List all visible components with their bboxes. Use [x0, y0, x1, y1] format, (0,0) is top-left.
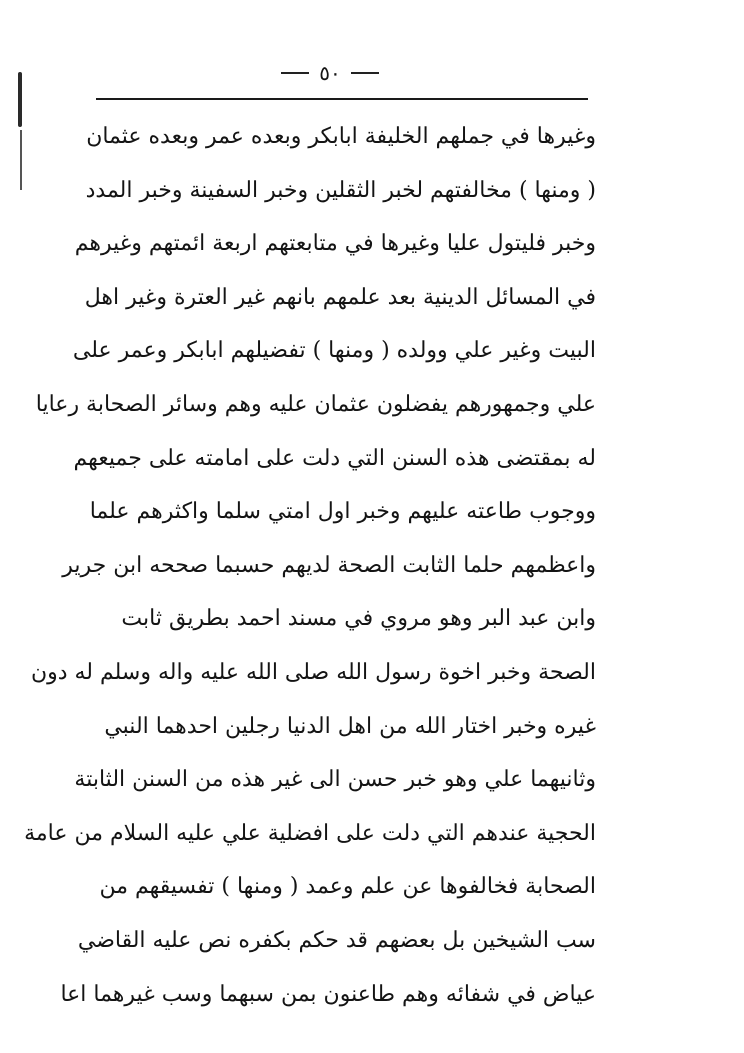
text-line: ووجوب طاعته عليهم وخبر اول امتي سلما واكثرهم علما: [89, 499, 596, 525]
text-line: وخبر فليتول عليا وغيرها في متابعتهم اربعة ائمتهم وغيرهم: [74, 231, 596, 257]
text-line: في المسائل الدينية بعد علمهم بانهم غير العترة وغير اهل: [84, 284, 596, 310]
text-line: له بمقتضى هذه السنن التي دلت على امامته على جميعهم: [73, 445, 596, 471]
text-line: واعظمهم حلما الثابت الصحة لديهم حسبما صححه ابن جرير: [62, 552, 596, 578]
text-line: الصحة وخبر اخوة رسول الله صلى الله عليه واله وسلم له دون: [30, 659, 596, 685]
text-line: البيت وغير علي وولده ( ومنها ) تفضيلهم ابابكر وعمر على: [72, 338, 596, 364]
header-dash-right: [351, 72, 379, 74]
text-line: وثانيهما علي وهو خبر حسن الى غير هذه من السنن الثابتة: [74, 767, 596, 793]
text-line: علي وجمهورهم يفضلون عثمان عليه وهم وسائر الصحابة رعايا: [35, 391, 596, 417]
binding-edge-shadow: [20, 130, 22, 190]
body-text: [24, 110, 596, 1021]
text-line: غيره وخبر اختار الله من اهل الدنيا رجلين احدهما النبي: [104, 713, 596, 739]
header-dash-left: [281, 72, 309, 74]
text-line: عياض في شفائه وهم طاعنون بمن سبهما وسب غيرهما اعا: [60, 981, 596, 1007]
text-line: وابن عبد البر وهو مروي في مسند احمد بطريق ثابت: [121, 606, 596, 632]
binding-edge-mark: [18, 72, 22, 127]
page-number: ٥٠: [319, 61, 341, 85]
text-line: وغيرها في جملهم الخليفة ابابكر وبعده عمر وبعده عثمان: [86, 124, 596, 149]
text-line: الصحابة فخالفوها عن علم وعمد ( ومنها ) تفسيقهم من: [99, 874, 596, 900]
text-line: سب الشيخين بل بعضهم قد حكم بكفره نص عليه القاضي: [77, 927, 596, 953]
text-line: الحجية عندهم التي دلت على افضلية علي عليه السلام من عامة: [24, 820, 596, 846]
header-rule: [96, 98, 588, 100]
page-header: [250, 58, 410, 88]
text-line: ( ومنها ) مخالفتهم لخبر الثقلين وخبر السفينة وخبر المدد: [85, 177, 596, 203]
